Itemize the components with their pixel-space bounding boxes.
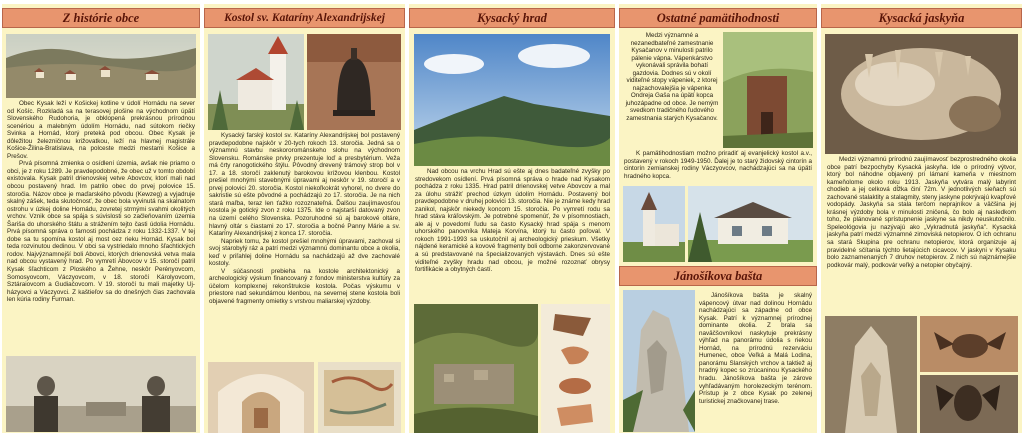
- church-paragraph-3: V súčasnosti prebieha na kostole architektonický a archeologický výskum financovaný z fondov ministerstva kultúry za účelom komplexnej rekonštrukcie kostola. Počas výskumu v priestore nad sekundárnou klenbou, na severnej stene kostola boli objavené fragmenty omietky s vrstvou maliarskej výzdoby.: [209, 267, 400, 306]
- cave-text: [827, 156, 1016, 312]
- column-landmarks: [619, 4, 817, 433]
- church-heading: Kostol sv. Kataríny Alexandrijskej: [204, 8, 405, 28]
- church-paragraph-1: Kysacký farský kostol sv. Kataríny Alexandrijskej bol postavený pravdepodobne najskôr v 20-tych rokoch 13. storočia. Jedná sa o významnú stavbu neskororománskeho slohu na východnom Slovensku. Románske prvky prezentuje loď a presbytérium. Veža má črty ranogotického štýlu. Pôvodný drevený trámový strop bol v 17. a 18. storočí zaklenutý barokovou krížovou klenbou. Kostol prešiel mnohými stavebnými úpravami aj neskôr v 19. storočí a v prvej polovici 20. storočia. Kostol niekoľkokrát vyhorel, no dvere do sakristie sú ešte pôvodné a pochádzajú zo 17. storočia. Je na nich stará maľba, teraz len ťažko rozoznateľná. Ďalšou zaujímavosťou kostola je gotický zvon z roku 1375. Ide o najstarší datovaný zvon na území celého Slovenska. Pozoruhodné sú aj barokové oltáre, hlavný oltár s čiastami zo 17. storočia a bočné Panny Márie a sv. Kataríny Alexandrijskej z konca 17. storočia.: [209, 132, 400, 238]
- janosik-text: [699, 292, 812, 433]
- history-text: [7, 100, 195, 352]
- janosik-paragraph-1: Jánošíkova bašta je skalný vápencový útvar nad dolinou Hornádu nachádzajúci sa západne od obce Kysak. Patrí k významnej prírodnej dominante okolia. Z brala sa naväčšovníkovi naskytuje prekrásny výhľad na panorámu údolia s riekou Hornád, na prírodnú rezerváciu Humenec, obce Veľká a Malá Lodina, panorámu Slanských vrchov a taktiež aj hradný kopec so zrúcaninou Kysackého hradu. Jánošíkova bašta je zárove vyhľadávaným horolezeckým terénom. Prístup je z obce Kysak po zelenej turistickej značkovanej trase.: [699, 292, 812, 405]
- cave-formation-photo: [825, 316, 917, 433]
- history-heading: Z histórie obce: [2, 8, 200, 28]
- mural-fragment-photo: [318, 362, 401, 433]
- cave-heading: Kysacká jaskyňa: [821, 8, 1022, 28]
- landmarks-text-middle: [624, 150, 812, 184]
- old-house-photo: [688, 186, 813, 262]
- cave-stalactites-photo: [825, 34, 1018, 154]
- village-panorama-photo: [6, 34, 196, 98]
- cave-paragraph-1: Medzi významnú prírodnú zaujímavosť bezprostredného okolia obce patrí bezpochyby Kysacká jaskyňa. Ide o prírodný výtvor, ktorý bol náhodne objavený pri lámaní kameňa v miestnom kameňolome okolo roku 1913. Jaskyňa vytvára malý labyrint chodieb a jej celková dĺžka činí 72m. V jednotlivých sieňach sú zachované stalaktity a stalagmity, steny jaskyne pokrývajú kvapľové vodopády. Jaskyňa sa stala terčom neprajníkov a väčšina jej krásnej výzdoby bola v minulosti zničená, čo bolo aj nasledkom toho, že plánované sprístupnenie jaskyne sa nikdy neuskutočnilo. Speleológovia ju nazývajú ako „Vykradnutá jaskyňa". Kysacká jaskyňa patrí medzi významné zimoviská netopierov. O ich ochranu sa stará Skupina pre ochranu netopierov, ktorá organizuje aj pravidelné sčítania týchto lietajúcich cicavcov. V jaskyni v Kysaku bolo zaznamenaných 7 druhov netopierov. Z nich sú najznámejšie podkovár malý, podkovár veľký a netopier obyčajný.: [827, 156, 1016, 269]
- bat-photo-bottom: [920, 375, 1018, 433]
- castle-ruins-photo: [414, 304, 538, 433]
- lutheran-church-photo: [623, 186, 685, 262]
- janosik-heading: Jánošíkova bašta: [619, 266, 817, 286]
- column-church: [204, 4, 405, 433]
- column-history: [2, 4, 200, 433]
- church-photo: [208, 34, 304, 130]
- church-paragraph-2: Napriek tomu, že kostol prešiel mnohými úpravami, zachoval si svoj starobylý ráz a patrí medzi významnú dominantu obce a okolia, keď v priľahlej doline Hornádu sa nachádzajú až dve zachovalé kostoly.: [209, 237, 400, 268]
- gothic-bell-photo: [307, 34, 401, 130]
- landmarks-paragraph-2: K pamätihodnostiam možno priradiť aj evanjelický kostol a.v., postavený v rokoch 1949-1950. Ďalej je to starý židovský cintorín a cintorín zemianskej rodiny Váczyovcov, nachádzajúci sa na úpätí hradného kopca.: [624, 150, 812, 180]
- history-paragraph-2: Prvá písomná zmienka o osídlení územia, avšak nie priamo o obci, je z roku 1289. Je pravdepodobné, že obec už v tomto období existovala. Kysak patril drienovskej vetve Abovcov, ktorí mali nad obcou postavený hrad. Im patrilo obec do prvej polovice 15. storočia. Názov obce je maďarského pôvodu (Kewzeg) a vyjadruje skalný zášek, teda skutočnosť, že obec bola vyvinutá na skalnatom ostrohu v úzkej doline Hornádu, zovretej strmými svahmi okolitých vrchov. Vznik obce sa spája s súvislosti so začleňovaním územia Šariša do uhorského štátu a strážením tejto časti údolia Hornádu. Prvá písomná správa o farnosti pochádza z roku 1332-1337. V tej dobe sa tu spomína kostol aj most cez rieku Hornád. Kysak bol teda rozvinutou dedinou. V obci sa vystriedalo mnoho šľachtických rodov. Najvýznamnejší boli Abovci, ktorých drienovská vetva mala nad obcou vystavený hrad. Po vymretí Abovcov v 15. storočí patril Kysak šľachticom z Ploského a Žehne, neskôr Perényovcom, Somosyovcom, Váczyovcom, v 18. storočí Károlyovcom, Sztáraiovcom a Gudiačovcom. V 19. storočí tu mali majetky Uj-házyovci a Váczyovci. Z kaštieľov sa do dnešných čias zachovala len kúria rodiny Furman.: [7, 160, 195, 304]
- history-paragraph-1: Obec Kysak leží v Košickej kotline v údolí Hornádu na sever od Košíc. Rozkladá sa na terasovej plošine na východnom úpätí Slovenského Rudohoria, je obklopená prekrásnou prírodnou scenériou a malebným údolím Hornádu, nad sútokom riečky Svinka a Hornád, ktorý preteká pod obcou. Obec Kysak je dôležitou železničnou križovatkou, leží na hlavnej magistrále Košice-Žilina-Bratislava, na polceste medzi mestami Košice a Prešov.: [7, 100, 195, 160]
- landmarks-text-top: [624, 32, 720, 147]
- bat-photo-top: [920, 316, 1018, 372]
- church-text: [209, 132, 400, 360]
- castle-paragraph-1: Nad obcou na vrchu Hrad sú ešte aj dnes badateľné zvyšky po stredovekom osídlení. Prvá písomná správa o hrade nad Kysakom pochádza z roku 1335. Hrad patril drienovskej vetve Abovcov a mal za úlohu strážiť prechod úzkym údolím Hornádu. Postavený bol pravdepodobne v druhej polovici 13. storočia. Nie je známe kedy hrad zanikol, najskôr niekedy koncom 15. storočia. Po vymretí rodu sa hrad stáva kráľovským. Je potrebné spomenúť, že v písomnostiach, ale aj v povedomí ľudu sa často Kysacký hrad spája s menom uhorského panovníka Mateja Korvína, ktorý tu často poľoval. V rokoch 1991-1993 sa uskutočnil aj archeologický prieskum. Všetky nájdené keramické a kovové fragmenty boli odborne zakonzervované a sú predstavované na špecializovaných výstavách. Dnes sú ešte viditeľné zvyšky hradu nad obcou, je možné rozoznať obrysy fortifikácie a obytných častí.: [415, 168, 610, 274]
- column-cave: [821, 4, 1022, 433]
- janosik-rock-photo: [623, 290, 695, 432]
- landmarks-heading: Ostatné pamätihodnosti: [619, 8, 817, 28]
- castle-text: [415, 168, 610, 302]
- castle-hill-photo: [414, 34, 610, 166]
- pottery-fragments-photo: [541, 304, 610, 433]
- church-interior-photo: [208, 362, 314, 433]
- landmarks-paragraph-1: Medzi významné a nezanedbateľné zamestnanie Kysačanov v minulosti patrilo pálenie vápna. Vápenkárstvo vykonávali správila bohatí gazdovia. Dodnes sú v okolí viditeľné stopy vápeniek, z ktorej najzachovalejšia je vápenka Ondreja Gaša na úpätí kopca juhozápadne od obce. Je nemým svedkom tradičného ľudového zamestnania starých Kysačanov.: [625, 32, 719, 123]
- lime-kiln-photo: [723, 32, 813, 148]
- column-castle: [409, 4, 615, 433]
- historic-villagers-photo: [6, 356, 196, 432]
- castle-heading: Kysacký hrad: [409, 8, 615, 28]
